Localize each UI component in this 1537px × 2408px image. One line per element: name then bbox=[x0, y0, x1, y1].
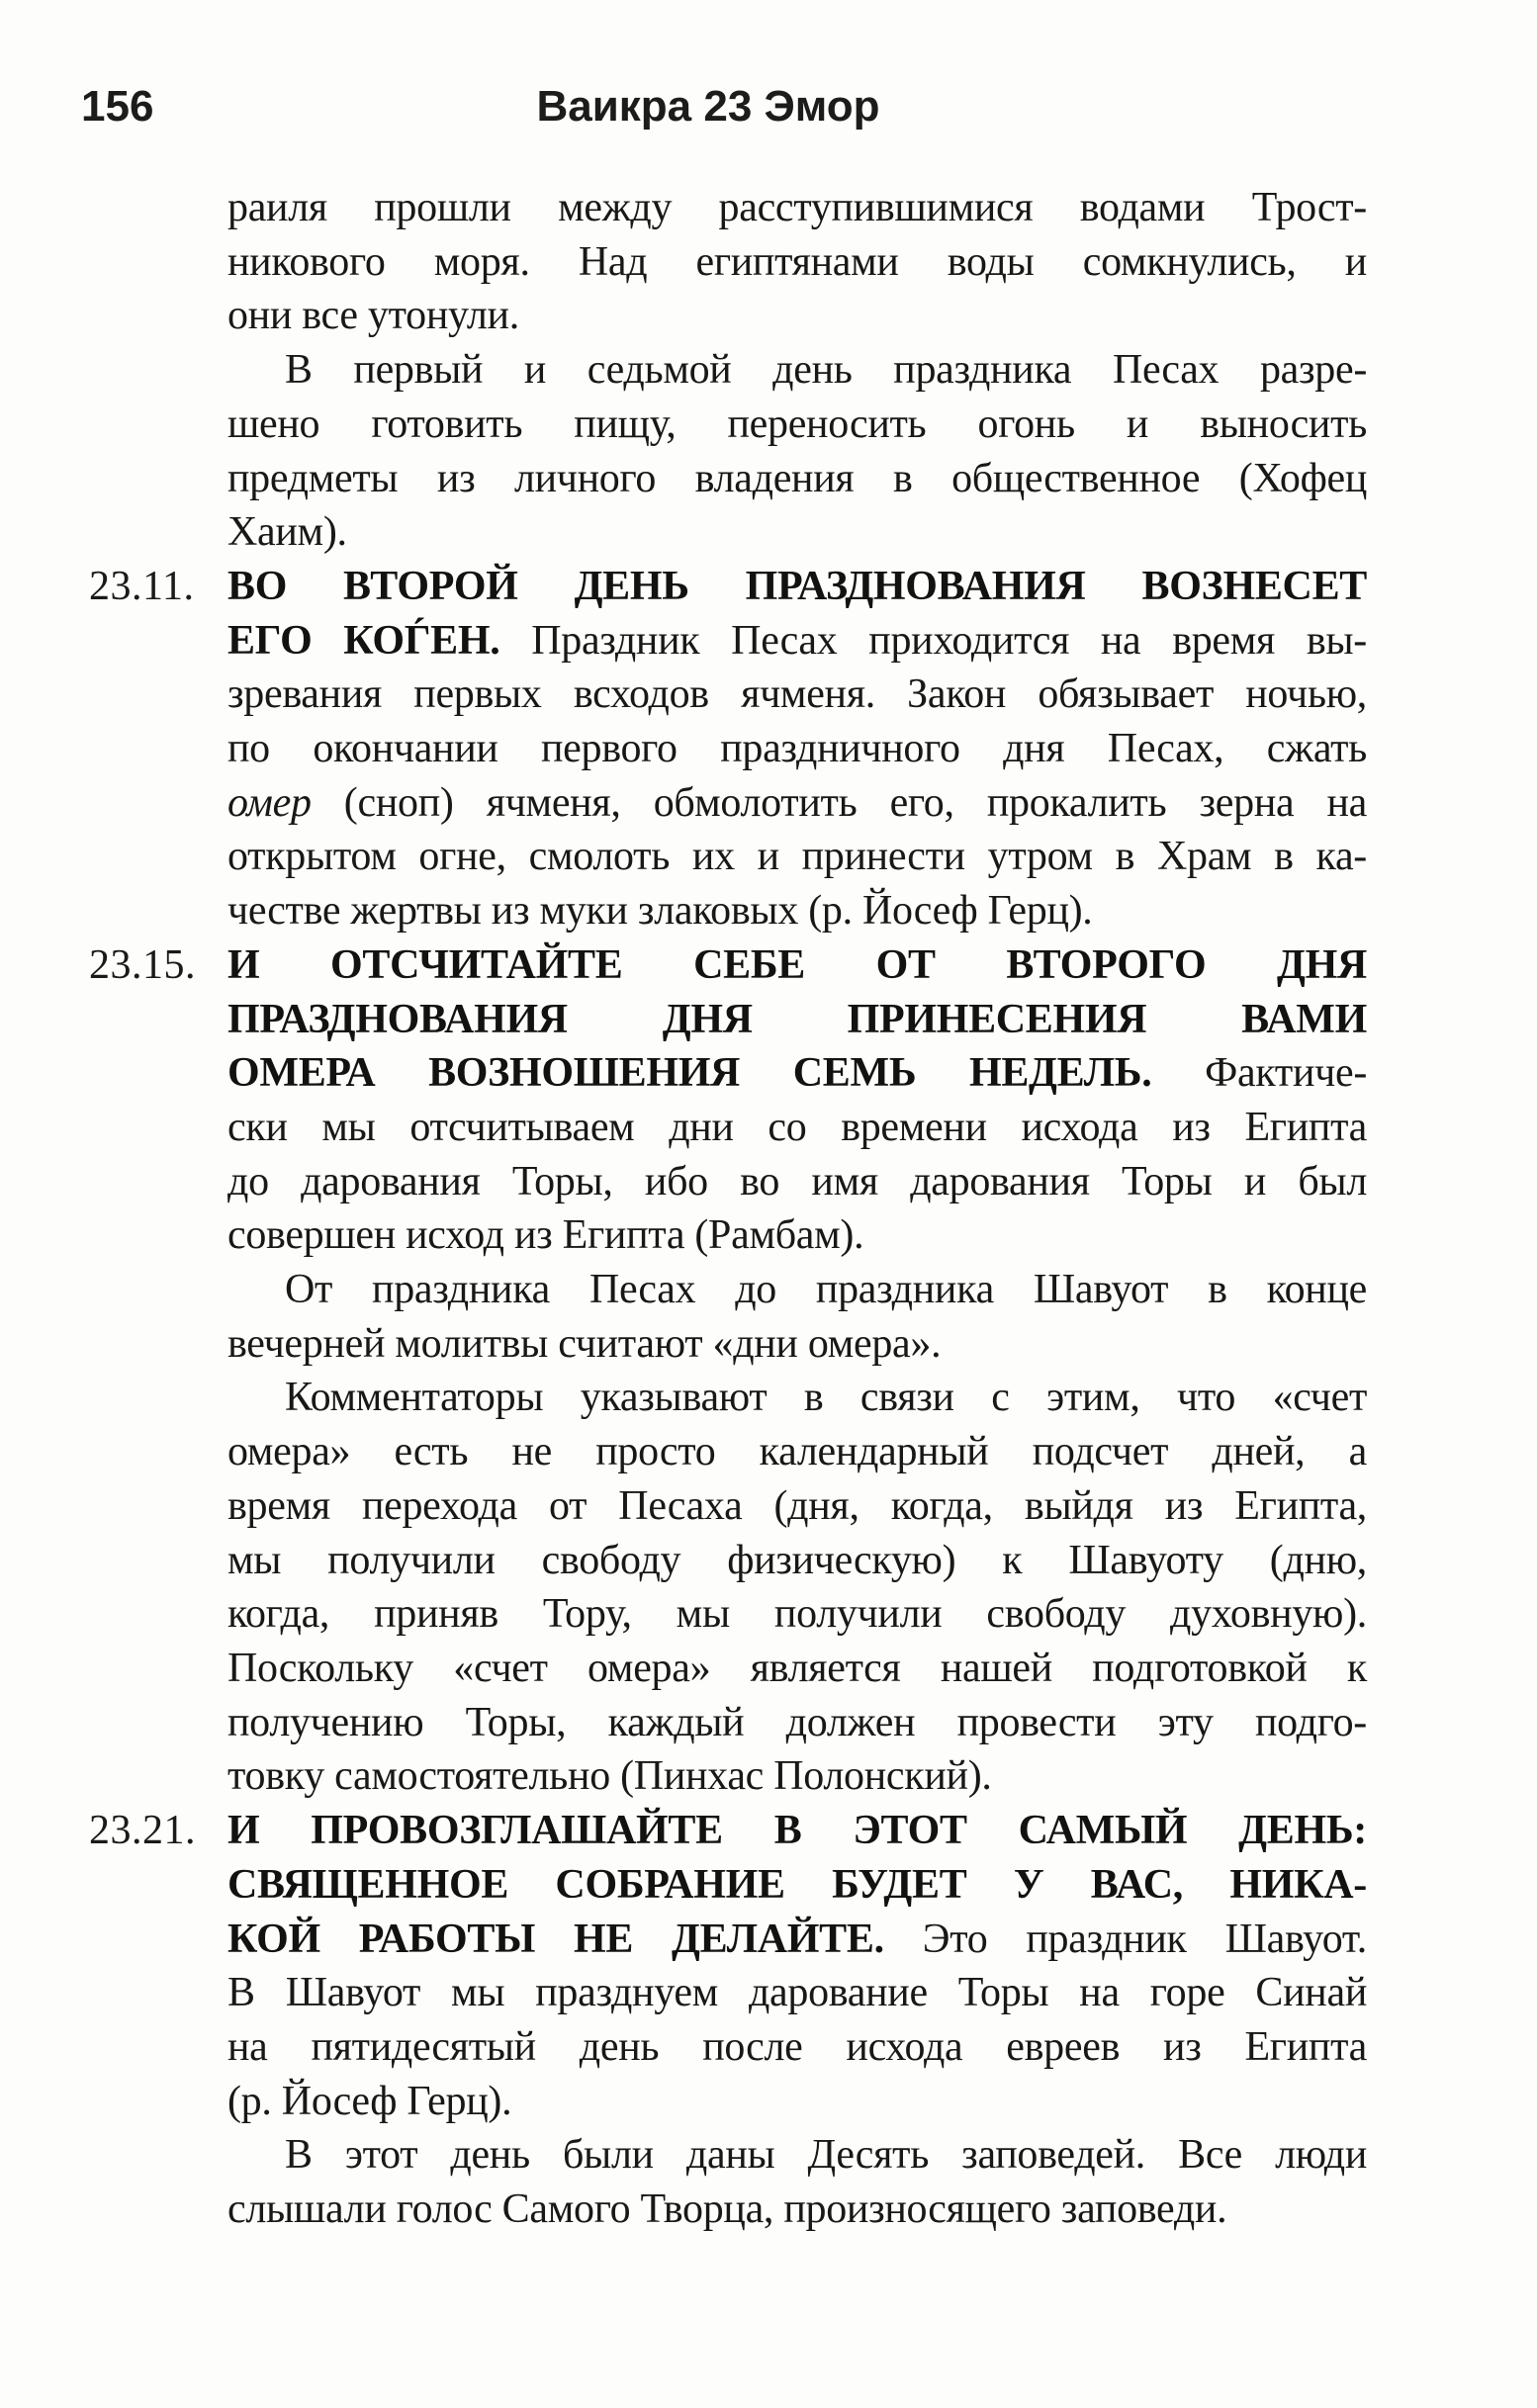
body-text: вечерней молитвы считают «дни омера». bbox=[227, 1320, 942, 1367]
text-line bbox=[227, 1371, 1367, 1425]
body-text: Комментаторы указывают в связи с этим, что «счет bbox=[285, 1375, 1367, 1421]
body-text: Хаим). bbox=[227, 509, 347, 556]
text-line bbox=[227, 1696, 1367, 1750]
body-text: мы получили свободу физическую) к Шавуоту (дню, bbox=[227, 1537, 1367, 1583]
running-head-title: Ваикра 23 Эмор bbox=[536, 82, 880, 131]
body-text: никового моря. Над египтянами воды сомкнулись, и bbox=[227, 238, 1367, 285]
body-text: получению Торы, каждый должен провести эту подго- bbox=[227, 1699, 1367, 1745]
text-line bbox=[227, 1804, 1367, 1858]
italic-term: омер bbox=[227, 779, 312, 826]
text-line bbox=[227, 1858, 1367, 1913]
text-line bbox=[227, 1749, 1367, 1804]
verse-heading-text: ЕГО КОЃЕН. bbox=[227, 617, 500, 664]
text-line bbox=[227, 1587, 1367, 1642]
text-line bbox=[227, 1317, 1367, 1372]
text-line bbox=[227, 505, 1367, 560]
text-line bbox=[227, 776, 1367, 831]
body-text: честве жертвы из муки злаковых (р. Йосеф Герц). bbox=[227, 888, 1093, 935]
body-text: время перехода от Песаха (дня, когда, выйдя из Египта, bbox=[227, 1482, 1367, 1529]
section-number: 23.21. bbox=[89, 1808, 196, 1854]
verse-heading-text: СВЯЩЕННОЕ СОБРАНИЕ БУДЕТ У ВАС, НИКА- bbox=[227, 1861, 1367, 1908]
section-paragraph bbox=[89, 560, 1367, 938]
paragraph bbox=[227, 1371, 1367, 1804]
body-text: раиля прошли между расступившимися водами Трост- bbox=[227, 185, 1367, 230]
body-text: Поскольку «счет омера» является нашей подготовкой к bbox=[227, 1645, 1367, 1691]
text-line bbox=[227, 181, 1367, 235]
text-line bbox=[227, 398, 1367, 452]
paragraph bbox=[227, 343, 1367, 560]
body-text: зревания первых всходов ячменя. Закон обязывает ночью, bbox=[227, 671, 1367, 718]
body-text: они все утонули. bbox=[227, 293, 519, 339]
body-text: (р. Йосеф Герц). bbox=[227, 2078, 512, 2124]
body-text: по окончании первого праздничного дня Песах, сжать bbox=[227, 726, 1367, 772]
text-line bbox=[227, 2128, 1367, 2183]
text-line bbox=[227, 668, 1367, 722]
text-line bbox=[227, 2183, 1367, 2237]
text-line bbox=[227, 830, 1367, 884]
text-line bbox=[227, 938, 1367, 993]
text-line bbox=[227, 1479, 1367, 1534]
text-line bbox=[227, 1155, 1367, 1209]
verse-heading-text: КОЙ РАБОТЫ НЕ ДЕЛАЙТЕ. bbox=[227, 1916, 884, 1962]
body-text: От праздника Песах до праздника Шавуот в конце bbox=[285, 1267, 1367, 1313]
page-number: 156 bbox=[81, 82, 154, 131]
section-number: 23.11. bbox=[89, 563, 195, 609]
text-line bbox=[227, 993, 1367, 1047]
body-text: до дарования Торы, ибо во имя дарования Торы и был bbox=[227, 1158, 1367, 1204]
verse-heading-text: ВО ВТОРОЙ ДЕНЬ ПРАЗДНОВАНИЯ ВОЗНЕСЕТ bbox=[227, 563, 1367, 609]
text-line bbox=[227, 289, 1367, 343]
body-text: (сноп) ячменя, обмолотить его, прокалить зерна на bbox=[311, 779, 1367, 826]
body-text: В этот день были даны Десять заповедей. Все люди bbox=[285, 2132, 1367, 2179]
section-paragraph bbox=[89, 1804, 1367, 2128]
text-line bbox=[227, 614, 1367, 669]
text-line bbox=[227, 2020, 1367, 2075]
text-line bbox=[227, 1425, 1367, 1479]
body-text: Это праздник Шавуот. bbox=[883, 1916, 1367, 1962]
paragraph bbox=[227, 2128, 1367, 2236]
text-line bbox=[227, 1642, 1367, 1696]
body-text: В первый и седьмой день праздника Песах разре- bbox=[285, 347, 1367, 394]
text-line bbox=[227, 343, 1367, 398]
body-text: товку самостоятельно (Пинхас Полонский). bbox=[227, 1753, 992, 1800]
body-text: на пятидесятый день после исхода евреев из Египта bbox=[227, 2023, 1367, 2070]
paragraph bbox=[227, 1263, 1367, 1371]
text-line bbox=[227, 452, 1367, 506]
body-text: совершен исход из Египта (Рамбам). bbox=[227, 1212, 864, 1259]
section-paragraph bbox=[89, 938, 1368, 1263]
text-line bbox=[227, 2075, 1367, 2129]
body-text: Фактиче- bbox=[1151, 1050, 1368, 1097]
text-line bbox=[227, 1913, 1367, 1967]
text-line bbox=[227, 722, 1367, 776]
body-text: открытом огне, смолоть их и принести утром в Храм в ка- bbox=[227, 834, 1367, 880]
paragraph bbox=[227, 181, 1367, 343]
text-line bbox=[227, 1534, 1367, 1588]
section-number: 23.15. bbox=[89, 941, 196, 988]
body-text: ски мы отсчитываем дни со времени исхода из Египта bbox=[227, 1104, 1367, 1150]
text-line bbox=[227, 884, 1367, 938]
body-text: Праздник Песах приходится на время вы- bbox=[499, 617, 1367, 664]
text-block bbox=[89, 181, 1368, 2237]
body-text: шено готовить пищу, переносить огонь и выносить bbox=[227, 401, 1367, 447]
text-line bbox=[227, 560, 1367, 614]
verse-heading-text: ОМЕРА ВОЗНОШЕНИЯ СЕМЬ НЕДЕЛЬ. bbox=[227, 1050, 1152, 1097]
verse-heading-text: И ОТСЧИТАЙТЕ СЕБЕ ОТ ВТОРОГО ДНЯ bbox=[227, 941, 1367, 988]
text-line bbox=[227, 1966, 1367, 2020]
body-text: В Шавуот мы празднуем дарование Торы на горе Синай bbox=[227, 1970, 1367, 2016]
body-text: омера» есть не просто календарный подсчет дней, а bbox=[227, 1429, 1367, 1475]
verse-heading-text: ПРАЗДНОВАНИЯ ДНЯ ПРИНЕСЕНИЯ ВАМИ bbox=[227, 996, 1367, 1042]
text-line bbox=[227, 1101, 1367, 1155]
text-line bbox=[227, 235, 1367, 290]
text-line bbox=[227, 1208, 1367, 1263]
text-line bbox=[227, 1046, 1367, 1101]
body-text: когда, приняв Тору, мы получили свободу духовную). bbox=[227, 1591, 1367, 1638]
text-line bbox=[227, 1263, 1367, 1317]
body-text: предметы из личного владения в общественное (Хофец bbox=[227, 455, 1367, 501]
body-text: слышали голос Самого Творца, произносящего заповеди. bbox=[227, 2186, 1227, 2233]
verse-heading-text: И ПРОВОЗГЛАШАЙТЕ В ЭТОТ САМЫЙ ДЕНЬ: bbox=[227, 1808, 1367, 1854]
